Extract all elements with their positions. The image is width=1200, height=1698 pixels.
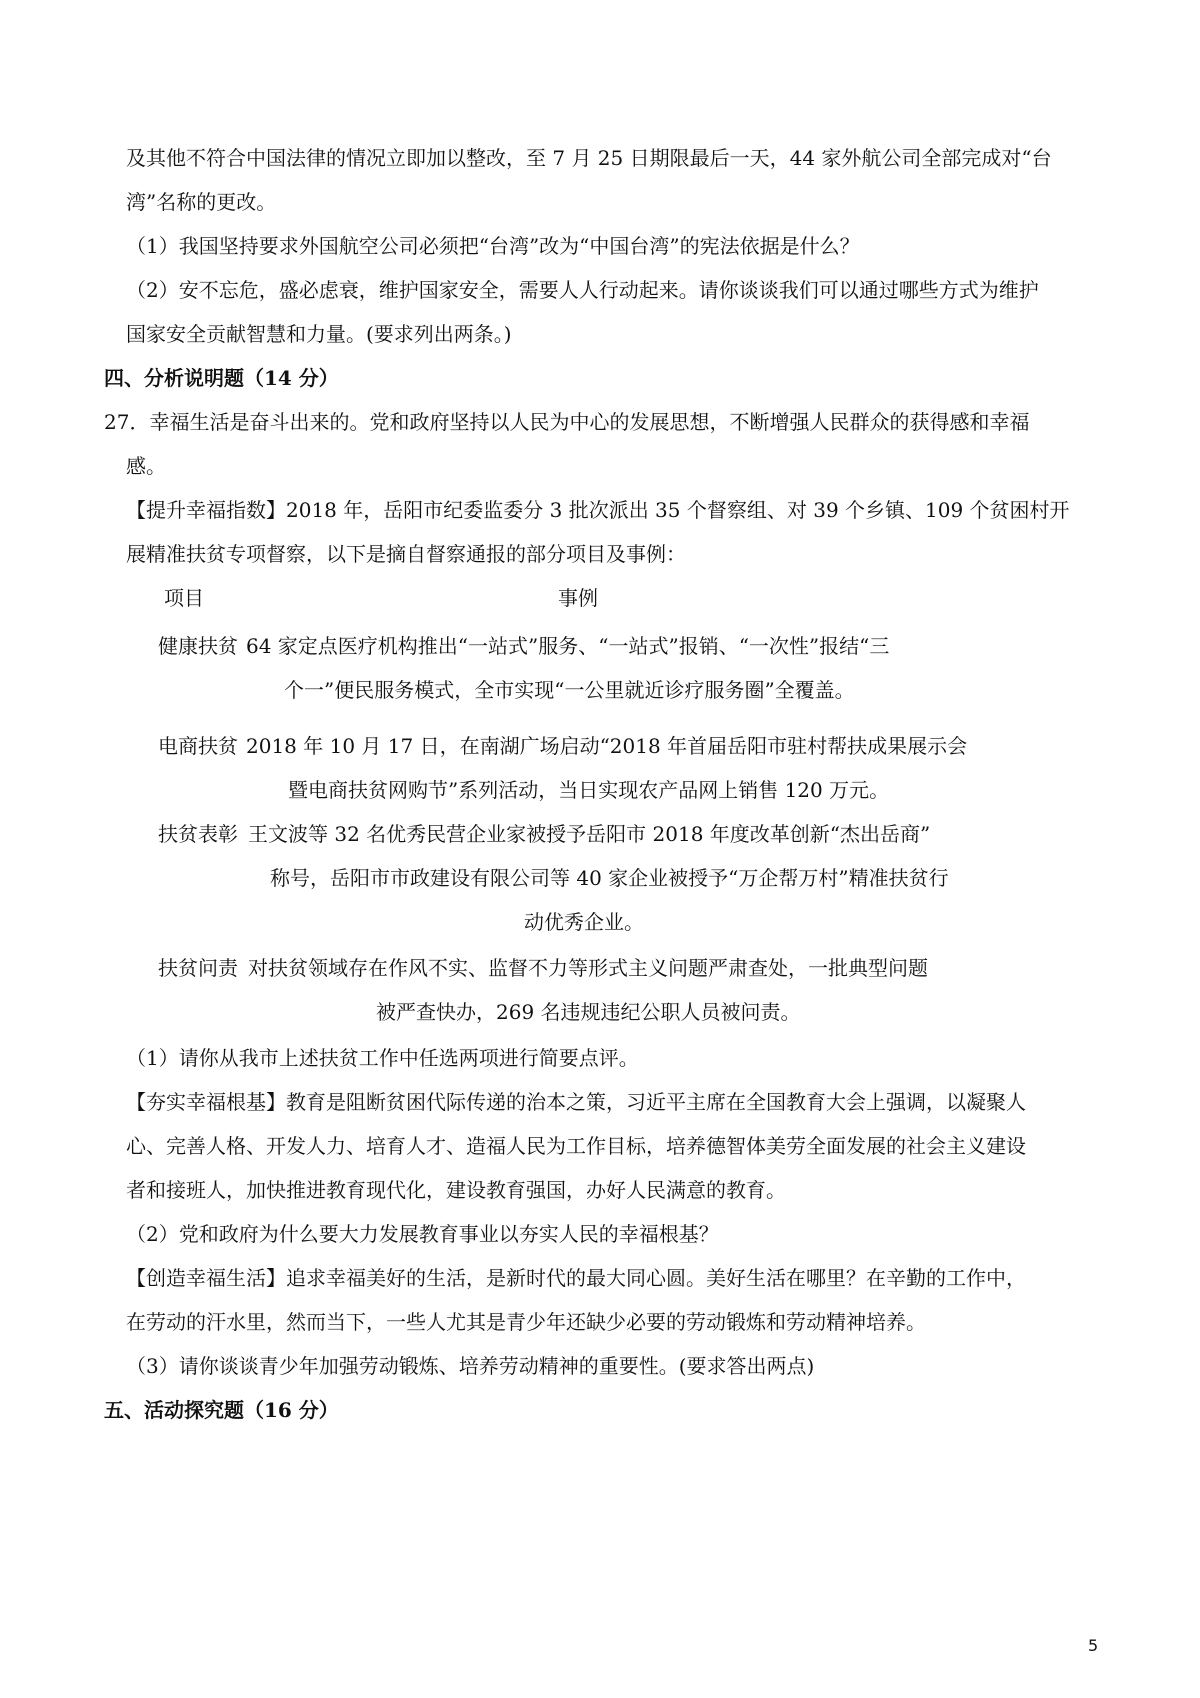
section-5-title: 五、活动探究题（16 分） <box>104 1398 339 1422</box>
row-text: 2018 年 10 月 17 日，在南湖广场启动“2018 年首届岳阳市驻村帮扶成果展示会 <box>246 734 968 758</box>
intro-line: 展精准扶贫专项督察，以下是摘自督察通报的部分项目及事例： <box>126 542 686 566</box>
row-text: 暨电商扶贫网购节”系列活动，当日实现农产品网上销售 120 万元。 <box>288 778 890 802</box>
intro-line: 【提升幸福指数】2018 年，岳阳市纪委监委分 3 批次派出 35 个督察组、对 39 个乡镇、109 个贫困村开 <box>126 498 1070 522</box>
section-4-title: 四、分析说明题（14 分） <box>104 366 339 390</box>
question-2-line: 国家安全贡献智慧和力量。(要求列出两条。) <box>126 322 512 346</box>
paragraph-line: 湾”名称的更改。 <box>126 190 277 214</box>
sub-question-2: （2）党和政府为什么要大力发展教育事业以夯实人民的幸福根基？ <box>126 1222 719 1246</box>
question-27-line: 感。 <box>126 454 166 478</box>
education-line: 【夯实幸福根基】教育是阻断贫困代际传递的治本之策，习近平主席在全国教育大会上强调，以凝聚人 <box>126 1090 1026 1114</box>
row-text: 对扶贫领域存在作风不实、监督不力等形式主义问题严肃查处，一批典型问题 <box>248 956 928 980</box>
paragraph-line: 及其他不符合中国法律的情况立即加以整改，至 7 月 25 日期限最后一天，44 家外航公司全部完成对“台 <box>126 146 1052 170</box>
education-line: 心、完善人格、开发人力、培育人才、造福人民为工作目标，培养德智体美劳全面发展的社会主义建设 <box>126 1134 1026 1158</box>
table-header-item: 项目 <box>164 586 204 610</box>
row-text: 动优秀企业。 <box>524 910 644 934</box>
row-text: 被严查快办，269 名违规违纪公职人员被问责。 <box>376 1000 801 1024</box>
row-label: 扶贫问责 <box>158 956 238 980</box>
life-line: 在劳动的汗水里，然而当下，一些人尤其是青少年还缺少必要的劳动锻炼和劳动精神培养。 <box>126 1310 926 1334</box>
question-27-line: 27．幸福生活是奋斗出来的。党和政府坚持以人民为中心的发展思想，不断增强人民群众的获得感和幸福 <box>104 410 1030 434</box>
question-1: （1）我国坚持要求外国航空公司必须把“台湾”改为“中国台湾”的宪法依据是什么？ <box>126 234 860 258</box>
row-text: 64 家定点医疗机构推出“一站式”服务、“一站式”报销、“一次性”报结“三 <box>246 634 890 658</box>
row-label: 扶贫表彰 <box>158 822 238 846</box>
row-label: 电商扶贫 <box>158 734 238 758</box>
row-text: 称号，岳阳市市政建设有限公司等 40 家企业被授予“万企帮万村”精准扶贫行 <box>270 866 949 890</box>
education-line: 者和接班人，加快推进教育现代化，建设教育强国，办好人民满意的教育。 <box>126 1178 786 1202</box>
page-number: 5 <box>1088 1636 1099 1655</box>
row-text: 王文波等 32 名优秀民营企业家被授予岳阳市 2018 年度改革创新“杰出岳商” <box>248 822 931 846</box>
question-2-line: （2）安不忘危，盛必虑衰，维护国家安全，需要人人行动起来。请你谈谈我们可以通过哪些方式为维护 <box>126 278 1039 302</box>
sub-question-3: （3）请你谈谈青少年加强劳动锻炼、培养劳动精神的重要性。(要求答出两点) <box>126 1354 815 1378</box>
row-text: 个一”便民服务模式，全市实现“一公里就近诊疗服务圈”全覆盖。 <box>284 678 855 702</box>
sub-question-1: （1）请你从我市上述扶贫工作中任选两项进行简要点评。 <box>126 1046 639 1070</box>
row-label: 健康扶贫 <box>158 634 238 658</box>
life-line: 【创造幸福生活】追求幸福美好的生活，是新时代的最大同心圆。美好生活在哪里？在辛勤的工作中， <box>126 1266 1026 1290</box>
table-header-example: 事例 <box>558 586 598 610</box>
